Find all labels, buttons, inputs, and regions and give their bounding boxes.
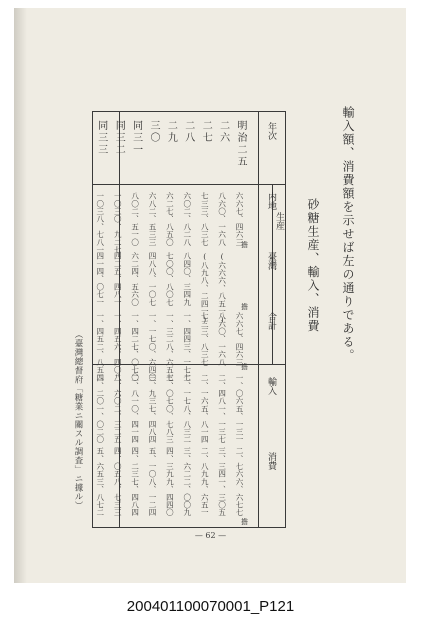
cell-consumption: 四、二三七、四八四 bbox=[130, 447, 140, 517]
year-label: 二六 bbox=[217, 120, 229, 144]
scan-caption: 200401100070001_P121 bbox=[126, 598, 295, 615]
header-total: 合計 bbox=[266, 312, 276, 330]
cell-taiwan: 七〇〇、八〇七 bbox=[165, 252, 175, 306]
unit-marker: 擔 bbox=[241, 518, 248, 526]
cell-total: 六六七、四六三 bbox=[235, 312, 244, 366]
intro-text: 輸入額、消費額を示せば左の通りである。 bbox=[341, 106, 355, 363]
cell-consumption: 五、六五三、八七二 bbox=[95, 447, 105, 517]
year-label: 同三三 bbox=[95, 120, 107, 156]
header-naichi: 内地 bbox=[266, 192, 276, 210]
unit-marker: 擔 bbox=[241, 241, 248, 249]
cell-total: 八六〇、一六八 bbox=[217, 312, 227, 366]
cell-taiwan: 四一四、〇七一 bbox=[95, 252, 105, 306]
year-label: 三〇 bbox=[148, 120, 159, 144]
year-label: 二七 bbox=[200, 120, 212, 144]
header-import: 輸入 bbox=[266, 377, 276, 395]
cell-naichi: 一〇三〇、九二七 bbox=[113, 192, 123, 254]
cell-total: 一、四二七、〇七〇 bbox=[130, 312, 140, 382]
cell-taiwan: 四八八、一〇七 bbox=[148, 252, 157, 306]
year-label: 同三二 bbox=[113, 120, 125, 156]
cell-naichi: 六二七、八五〇 bbox=[165, 192, 175, 246]
year-label: 明治二五 bbox=[235, 120, 246, 168]
cell-naichi: 六六七、四六三 bbox=[235, 192, 244, 246]
page-number: — 62 — bbox=[194, 531, 227, 540]
unit-marker: 擔 bbox=[241, 363, 248, 371]
header-taiwan: 臺灣 bbox=[266, 252, 276, 270]
cell-consumption: 三、六二二、〇〇九 bbox=[182, 447, 192, 517]
unit-marker: 擔 bbox=[241, 303, 248, 311]
document-page bbox=[14, 8, 406, 583]
header-production: 生産 bbox=[274, 212, 284, 230]
cell-total: 七三三、八三七 bbox=[200, 312, 210, 366]
sugar-table bbox=[92, 111, 286, 528]
cell-import: 三、〇七〇、七八三 bbox=[165, 374, 175, 444]
cell-import: 二、一六五、八一四 bbox=[200, 374, 210, 444]
cell-import: 二、六〇二、三二五 bbox=[113, 374, 123, 444]
cell-naichi: 一〇三八、七八一 bbox=[95, 192, 105, 254]
cell-consumption: 四、三九九、四四〇 bbox=[165, 447, 175, 517]
cell-import: 二、八一〇、四一四 bbox=[130, 374, 140, 444]
cell-consumption: 五、一〇八、一二四 bbox=[148, 447, 157, 517]
cell-total: 一、一七〇、六四〇 bbox=[148, 312, 157, 382]
cell-total: 一、四五六、四〇八 bbox=[113, 312, 123, 382]
cell-import: 四、二〇一、〇二〇 bbox=[95, 374, 105, 444]
cell-taiwan: (八九八、二四一) bbox=[200, 252, 210, 325]
source-note: （臺灣總督府「糖業ニ關スル調査」ニ據ル） bbox=[73, 330, 83, 510]
cell-naichi: 七三三、八三七 bbox=[200, 192, 210, 246]
cell-import: 三、九三七、四八四 bbox=[148, 374, 157, 444]
year-label: 二八 bbox=[182, 120, 194, 144]
year-label: 同三一 bbox=[130, 120, 142, 156]
cell-total: 一、四四三、一七七 bbox=[182, 312, 192, 382]
cell-naichi: 八〇二、五一〇 bbox=[130, 192, 140, 246]
cell-taiwan: (六六六、八五一) bbox=[217, 252, 227, 325]
cell-consumption: 三、三四一、三〇五 bbox=[217, 447, 227, 517]
year-label: 二九 bbox=[165, 120, 177, 144]
cell-total: 一、三二八、六五七 bbox=[165, 312, 175, 382]
table-title: 砂糖生産、輸入、消費 bbox=[306, 198, 320, 333]
cell-taiwan: 八四〇、三四九 bbox=[182, 252, 192, 306]
header-consumption: 消費 bbox=[266, 452, 276, 470]
cell-naichi: 六〇二、八二八 bbox=[182, 192, 192, 246]
cell-consumption: 二、八九九、六五一 bbox=[200, 447, 210, 517]
cell-import: 一、〇六五、一三一 bbox=[235, 374, 244, 444]
cell-import: 二、一七八、八三二 bbox=[182, 374, 192, 444]
cell-consumption: 四、〇五八、七三三 bbox=[113, 447, 123, 517]
cell-taiwan: 六二四、五六〇 bbox=[130, 252, 140, 306]
cell-naichi: 八六〇、一六八 bbox=[217, 192, 227, 246]
cell-import: 二、四八一、一三七 bbox=[217, 374, 227, 444]
cell-total: 一、四五二、八五二 bbox=[95, 312, 105, 382]
cell-naichi: 六八二、五三三 bbox=[148, 192, 157, 246]
header-year: 年次 bbox=[266, 122, 276, 140]
page-gutter-shadow bbox=[14, 8, 27, 583]
cell-taiwan: 四二五、四八一 bbox=[113, 252, 123, 306]
cell-consumption: 二、七六六、六七七 bbox=[235, 447, 244, 517]
